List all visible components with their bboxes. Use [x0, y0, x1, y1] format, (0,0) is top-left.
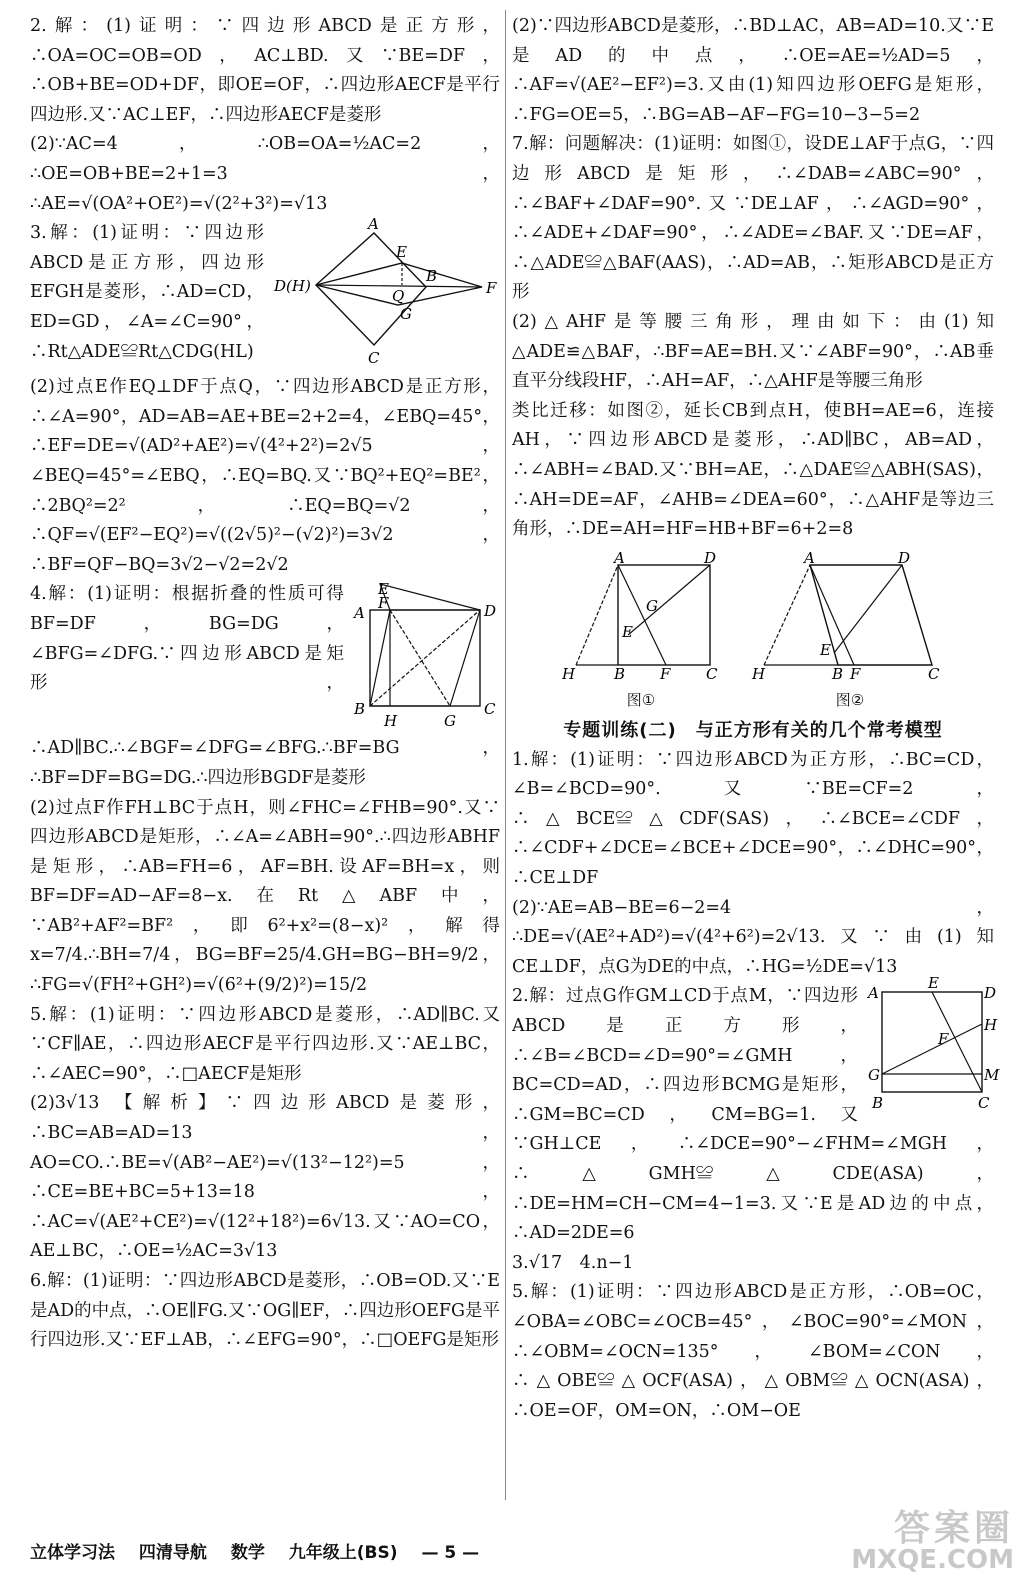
figures-q7	[512, 548, 994, 710]
svg-text:H: H	[384, 712, 398, 731]
svg-text:B: B	[832, 664, 844, 683]
svg-text:E: E	[396, 243, 407, 262]
svg-text:E: E	[820, 640, 831, 659]
training-1-part1: 1.解：(1)证明：∵四边形ABCD为正方形，∴BC=CD，∠B=∠BCD=90°.又∵BE=CF=2，∴△BCE≌△CDF(SAS)，∴∠BCE=∠CDF，∴∠CDF+∠DCE=∠BCE+∠DCE=90°，∴∠DHC=90°，∴CE⊥DF	[512, 749, 994, 889]
svg-text:F: F	[660, 664, 671, 683]
section-title: 专题训练(二) 与正方形有关的几个常考模型	[563, 719, 943, 741]
answer-2-part1: 2.解：(1)证明：∵四边形ABCD是正方形，∴OA=OC=OB=OD，AC⊥BD.又∵BE=DF，∴OB+BE=OD+DF，即OE=OF，∴四边形AECF是平行四边形.又∵AC⊥EF，∴四边形AECF是菱形	[30, 16, 500, 125]
svg-text:D: D	[984, 984, 997, 1003]
svg-text:B: B	[354, 700, 366, 719]
svg-text:C: C	[978, 1094, 990, 1113]
figure-training-2	[864, 974, 1000, 1116]
svg-text:M: M	[984, 1066, 1000, 1085]
svg-text:C: C	[928, 664, 940, 683]
svg-text:D: D	[484, 602, 497, 621]
svg-text:C: C	[706, 664, 718, 683]
svg-text:F: F	[850, 664, 861, 683]
answer-5-part1: 5.解：(1)证明：∵四边形ABCD是菱形，∴AD∥BC.又∵CF∥AE，∴四边形AECF是平行四边形.又∵AE⊥BC，∴∠AEC=90°，∴□AECF是矩形	[30, 1004, 500, 1084]
svg-text:B: B	[614, 664, 626, 683]
answer-7-part1: 7.解：问题解决：(1)证明：如图①，设DE⊥AF于点G，∵四边形ABCD是矩形，∴∠DAB=∠ABC=90°，∴∠BAF+∠DAF=90°.又∵DE⊥AF，∴∠AGD=90°，∴∠ADE+∠DAF=90°，∴∠ADE=∠BAF.又∵DE=AF，∴△ADE≌△BAF(AAS)，∴AD=AB，∴矩形ABCD是正方形	[512, 134, 994, 303]
svg-text:F: F	[486, 279, 497, 298]
answer-4-part1: 4.解：(1)证明：根据折叠的性质可得BF=DF，BG=DG，∠BFG=∠DFG.∵四边形ABCD是矩形，∴AD∥BC.∴∠BGF=∠DFG=∠BFG.∴BF=BG，∴BF=DF=BG=DG.∴四边形BGDF是菱形	[30, 584, 500, 788]
svg-text:Q: Q	[392, 287, 405, 306]
svg-text:C: C	[368, 349, 380, 368]
footer-brand: 四清导航	[138, 1543, 207, 1563]
svg-text:D: D	[704, 548, 717, 567]
column-divider	[505, 10, 506, 1500]
svg-text:H: H	[752, 664, 766, 683]
svg-text:E: E	[378, 580, 389, 599]
answer-6-part2: (2)∵四边形ABCD是菱形，∴BD⊥AC，AB=AD=10.又∵E是AD的中点，∴OE=AE=½AD=5，∴AF=√(AE²−EF²)=3.又由(1)知四边形OEFG是矩形，∴FG=OE=5，∴BG=AB−AF−FG=10−3−5=2	[512, 16, 994, 125]
figure-1-caption: 图①	[626, 690, 656, 709]
svg-text:E: E	[928, 974, 939, 993]
svg-text:C: C	[484, 700, 496, 719]
svg-text:G: G	[646, 596, 658, 615]
figure-q4	[350, 580, 500, 734]
svg-text:B: B	[872, 1094, 884, 1113]
answer-7-analogy: 类比迁移：如图②，延长CB到点H，使BH=AE=6，连接AH，∵四边形ABCD是菱形，∴AD∥BC，AB=AD，∴∠ABH=∠BAD.又∵BH=AE，∴△DAE≌△ABH(SAS)，∴AH=DE=AF，∠AHB=∠DEA=60°，∴△AHF是等边三角形，∴DE=AH=HF=HB+BF=6+2=8	[512, 400, 994, 540]
answer-5-part2: (2)3√13 【解析】∵四边形ABCD是菱形，∴BC=AB=AD=13，AO=CO.∴BE=√(AB²−AE²)=√(13²−12²)=5，∴CE=BE+BC=5+13=18，∴AC=√(AE²+CE²)=√(12²+18²)=6√13.又∵AO=CO，AE⊥BC，∴OE=½AC=3√13	[30, 1093, 500, 1262]
answer-3-part1: 3.解：(1)证明：∵四边形ABCD是正方形，四边形EFGH是菱形，∴AD=CD，ED=GD，∠A=∠C=90°，∴Rt△ADE≌Rt△CDG(HL)	[30, 223, 264, 362]
answer-7-part2: (2)△AHF是等腰三角形，理由如下：由(1)知△ADE≌△BAF，∴BF=AE=BH.又∵∠ABF=90°，∴AB垂直平分线段HF，∴AH=AF，∴△AHF是等腰三角形	[512, 311, 994, 392]
figure-1	[556, 548, 726, 710]
svg-text:A: A	[354, 604, 365, 623]
svg-text:A: A	[368, 215, 379, 234]
answer-6-part1: 6.解：(1)证明：∵四边形ABCD是菱形，∴OB=OD.又∵E是AD的中点，∴OE∥FG.又∵OG∥EF，∴四边形OEFG是平行四边形.又∵EF⊥AB，∴∠EFG=90°，∴□OEFG是矩形	[30, 1271, 501, 1351]
svg-text:F: F	[938, 1030, 949, 1049]
svg-text:D: D	[898, 548, 911, 567]
figure-2-caption: 图②	[835, 690, 865, 709]
figure-q3	[270, 215, 500, 373]
training-5: 5.解：(1)证明：∵四边形ABCD是正方形，∴OB=OC，∠OBA=∠OBC=∠OCB=45°，∠BOC=90°=∠MON，∴∠OBM=∠OCN=135°，∠BOM=∠CON，∴△OBE≌△OCF(ASA)，△OBM≌△OCN(ASA)，∴OE=OF，OM=ON，∴OM−OE	[512, 1282, 994, 1421]
svg-text:G: G	[444, 712, 456, 731]
training-2: 2.解：过点G作GM⊥CD于点M，∵四边形ABCD是正方形，∴∠B=∠BCD=∠D=90°=∠GMH，BC=CD=AD，∴四边形BCMG是矩形，∴GM=BC=CD，CM=BG=1.又∵GH⊥CE，∴∠DCE=90°−∠FHM=∠MGH，∴△GMH≌△CDE(ASA)，∴DE=HM=CH−CM=4−1=3.又∵E是AD边的中点，∴AD=2DE=6	[512, 986, 994, 1244]
footer-series: 立体学习法	[30, 1543, 115, 1563]
svg-text:F: F	[378, 594, 389, 613]
training-1-part2: (2)∵AE=AB−BE=6−2=4，∴DE=√(AE²+AD²)=√(4²+6²)=2√13.又∵由(1)知CE⊥DF，点G为DE的中点，∴HG=½DE=√13	[512, 897, 994, 977]
svg-text:A: A	[614, 548, 625, 567]
watermark-top: 答案圈	[893, 1508, 1014, 1549]
svg-text:G: G	[400, 305, 412, 324]
figure-2	[750, 548, 950, 710]
svg-text:B: B	[426, 267, 438, 286]
watermark-logo	[804, 1500, 1014, 1575]
svg-text:A: A	[868, 984, 879, 1003]
answer-4-part2: (2)过点F作FH⊥BC于点H，则∠FHC=∠FHB=90°.又∵四边形ABCD是矩形，∴∠A=∠ABH=90°.∴四边形ABHF是矩形，∴AB=FH=6，AF=BH.设AF=BH=x，则BF=DF=AD−AF=8−x.在Rt△ABF中，∵AB²+AF²=BF²，即6²+x²=(8−x)²，解得x=7/4.∴BH=7/4，BG=BF=25/4.GH=BG−BH=9/2，∴FG=√(FH²+GH²)=√(6²+(9/2)²)=15/2	[30, 797, 500, 996]
svg-text:A: A	[804, 548, 815, 567]
watermark-bottom: MXQE.COM	[851, 1545, 1014, 1575]
answer-2-part2: (2)∵AC=4，∴OB=OA=½AC=2，∴OE=OB+BE=2+1=3，∴AE=√(OA²+OE²)=√(2²+3²)=√13	[30, 134, 500, 214]
svg-text:H: H	[984, 1016, 998, 1035]
left-column	[30, 12, 500, 1356]
page-number: — 5 —	[421, 1543, 480, 1563]
footer-subject: 数学	[230, 1543, 265, 1563]
footer-grade: 九年级上(BS)	[288, 1543, 398, 1563]
svg-text:H: H	[562, 664, 576, 683]
right-column	[512, 12, 1000, 1426]
training-3-4: 3.√17 4.n−1	[512, 1252, 634, 1273]
svg-text:G: G	[868, 1066, 880, 1085]
answer-3-part2: (2)过点E作EQ⊥DF于点Q，∵四边形ABCD是正方形，∴∠A=90°，AD=AB=AE+BE=2+2=4，∠EBQ=45°，∴EF=DE=√(AD²+AE²)=√(4²+2²)=2√5，∠BEQ=45°=∠EBQ，∴EQ=BQ.又∵BQ²+EQ²=BE²，∴2BQ²=2²，∴EQ=BQ=√2，∴QF=√(EF²−EQ²)=√((2√5)²−(√2)²)=3√2，∴BF=QF−BQ=3√2−√2=2√2	[30, 377, 500, 575]
svg-text:D(H): D(H)	[274, 277, 311, 296]
svg-text:E: E	[622, 622, 633, 641]
